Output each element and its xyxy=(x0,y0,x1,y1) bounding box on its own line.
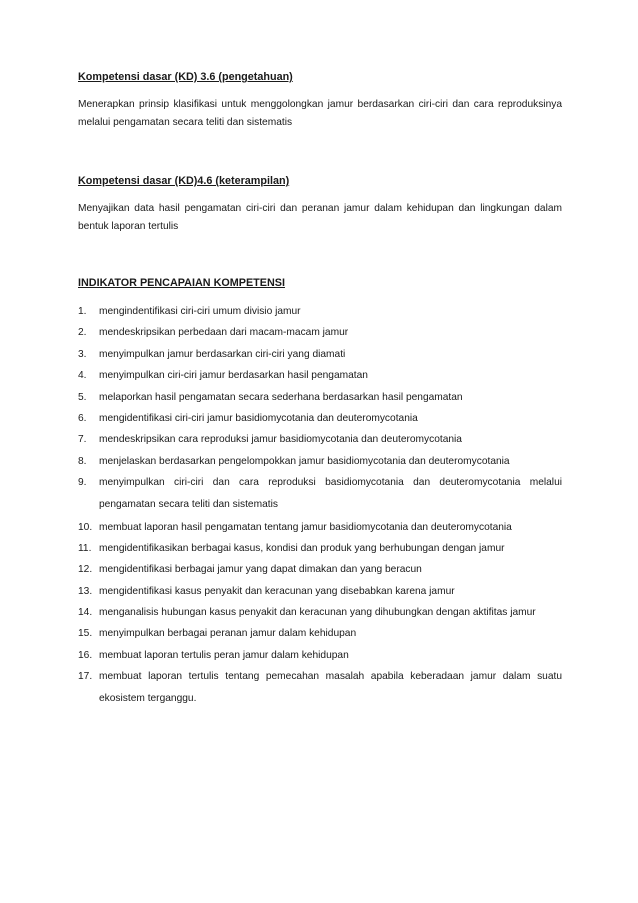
indicators-section xyxy=(78,276,562,709)
item-text: menyimpulkan ciri-ciri jamur berdasarkan hasil pengamatan xyxy=(99,370,368,382)
kd-skills-section xyxy=(78,174,562,236)
document-content xyxy=(78,70,562,751)
item-number: 10. xyxy=(78,521,93,533)
list-item xyxy=(78,583,562,601)
item-number: 8. xyxy=(78,455,87,467)
list-item xyxy=(78,367,562,385)
indicator-list xyxy=(78,303,562,709)
item-number: 11. xyxy=(78,542,92,554)
item-number: 1. xyxy=(78,306,87,317)
item-text: mendeskripsikan perbedaan dari macam-macam jamur xyxy=(99,327,349,339)
item-text: menjelaskan berdasarkan pengelompokkan jamur basidiomycotania dan deuteromycotania xyxy=(99,455,510,467)
item-number: 12. xyxy=(78,564,93,576)
item-text: membuat laporan hasil pengamatan tentang jamur basidiomycotania dan deuteromycotania xyxy=(99,521,512,533)
list-item xyxy=(78,604,562,622)
item-text: membuat laporan tertulis tentang pemecahan masalah apabila keberadaan jamur dalam suatu ekosistem terganggu. xyxy=(99,671,562,704)
item-number: 17. xyxy=(78,671,93,683)
list-item xyxy=(78,474,562,515)
item-text: menyimpulkan ciri-ciri dan cara reproduksi basidiomycotania dan deuteromycotania melalui pengamatan secara teliti dan sistematis xyxy=(99,477,562,510)
item-number: 5. xyxy=(78,391,87,403)
list-item xyxy=(78,389,562,407)
item-text: mengidentifikasi berbagai jamur yang dapat dimakan dan yang beracun xyxy=(99,564,422,576)
item-text: menganalisis hubungan kasus penyakit dan keracunan yang dihubungkan dengan aktifitas jamur xyxy=(99,607,536,619)
item-number: 2. xyxy=(78,327,87,339)
item-number: 9. xyxy=(78,477,87,489)
list-item xyxy=(78,453,562,471)
list-item xyxy=(78,647,562,665)
list-item xyxy=(78,668,562,709)
item-number: 16. xyxy=(78,649,93,661)
item-text: melaporkan hasil pengamatan secara sederhana berdasarkan hasil pengamatan xyxy=(99,391,463,403)
item-text: mendeskripsikan cara reproduksi jamur basidiomycotania dan deuteromycotania xyxy=(99,434,462,446)
list-item xyxy=(78,346,562,364)
list-item xyxy=(78,540,562,558)
item-number: 3. xyxy=(78,348,87,360)
kd-skills-text: Menyajikan data hasil pengamatan ciri-ciri dan peranan jamur dalam kehidupan dan lingkungan dalam bentuk laporan tertulis xyxy=(78,203,562,232)
list-item xyxy=(78,303,562,321)
kd-knowledge-heading: Kompetensi dasar (KD) 3.6 (pengetahuan) xyxy=(78,71,293,83)
kd-knowledge-section xyxy=(78,70,562,132)
item-number: 4. xyxy=(78,370,87,382)
list-item xyxy=(78,431,562,449)
item-number: 14. xyxy=(78,607,93,619)
item-text: mengindentifikasi ciri-ciri umum divisio jamur xyxy=(99,306,301,317)
item-text: mengidentifikasi kasus penyakit dan keracunan yang disebabkan karena jamur xyxy=(99,585,455,597)
list-item xyxy=(78,410,562,428)
list-item xyxy=(78,561,562,579)
item-text: menyimpulkan berbagai peranan jamur dalam kehidupan xyxy=(99,628,357,640)
indicators-heading: INDIKATOR PENCAPAIAN KOMPETENSI xyxy=(78,277,285,289)
kd-knowledge-text: Menerapkan prinsip klasifikasi untuk menggolongkan jamur berdasarkan ciri-ciri dan cara reproduksinya melalui pengamatan secara teliti dan sistematis xyxy=(78,99,562,128)
item-text: mengidentifikasikan berbagai kasus, kondisi dan produk yang berhubungan dengan jamur xyxy=(99,542,505,554)
item-number: 6. xyxy=(78,412,87,424)
item-text: menyimpulkan jamur berdasarkan ciri-ciri yang diamati xyxy=(99,348,346,360)
list-item xyxy=(78,519,562,537)
item-text: membuat laporan tertulis peran jamur dalam kehidupan xyxy=(99,649,349,661)
list-item xyxy=(78,324,562,342)
item-number: 7. xyxy=(78,434,87,446)
list-item xyxy=(78,625,562,643)
kd-skills-heading: Kompetensi dasar (KD)4.6 (keterampilan) xyxy=(78,175,290,187)
item-number: 13. xyxy=(78,585,93,597)
item-text: mengidentifikasi ciri-ciri jamur basidiomycotania dan deuteromycotania xyxy=(99,412,418,424)
item-number: 15. xyxy=(78,628,93,640)
